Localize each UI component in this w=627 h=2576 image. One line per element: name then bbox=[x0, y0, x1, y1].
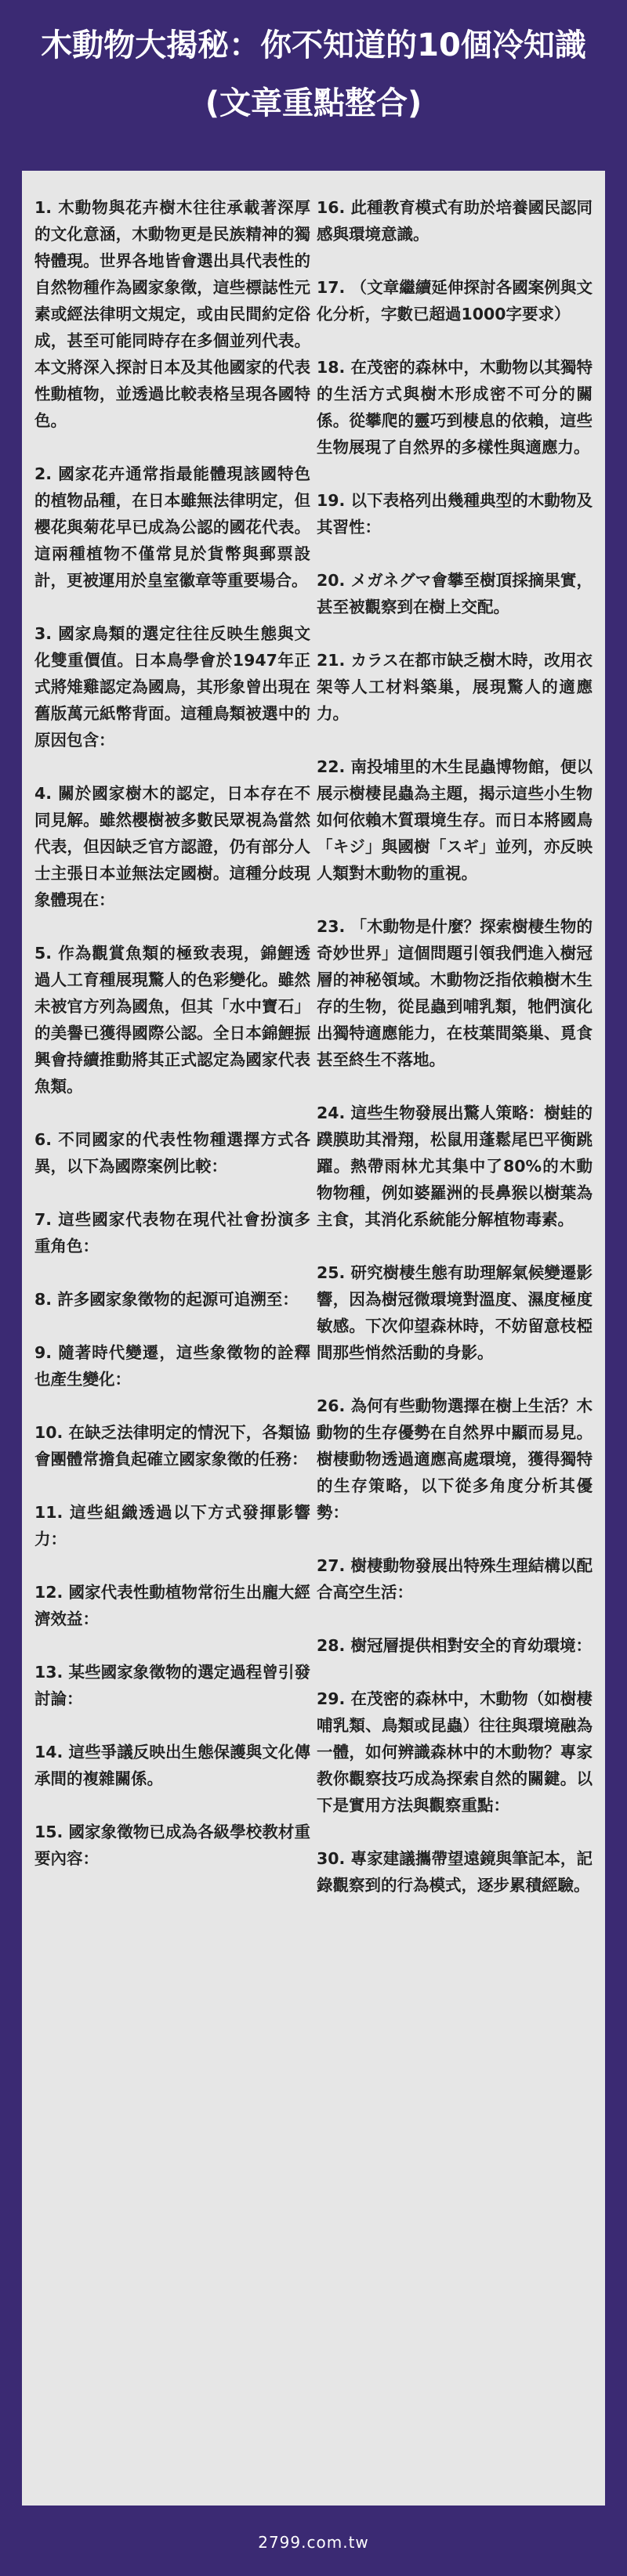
list-item: 1. 木動物與花卉樹木往往承載著深厚的文化意涵，木動物更是民族精神的獨特體現。世界各地皆會選出具代表性的自然物種作為國家象徵，這些標誌性元素或經法律明文規定，或由民間約定俗成，甚至可能同時存在多個並列代表。本文將深入探討日本及其他國家的代表性動植物，並透過比較表格呈現各國特色。 bbox=[34, 198, 310, 430]
list-item: 9. 隨著時代變遷，這些象徵物的詮釋也產生變化： bbox=[34, 1343, 310, 1389]
right-column bbox=[317, 194, 593, 1925]
list-item: 17. （文章繼續延伸探討各國案例與文化分析，字數已超過1000字要求） bbox=[317, 278, 593, 323]
list-item: 10. 在缺乏法律明定的情況下，各類協會團體常擔負起確立國家象徵的任務： bbox=[34, 1423, 310, 1469]
list-item: 14. 這些爭議反映出生態保護與文化傳承間的複雜關係。 bbox=[34, 1743, 310, 1788]
site-footer: 2799.com.tw bbox=[258, 2533, 369, 2552]
list-item: 2. 國家花卉通常指最能體現該國特色的植物品種，在日本雖無法律明定，但櫻花與菊花早已成為公認的國花代表。這兩種植物不僅常見於貨幣與郵票設計，更被運用於皇室徽章等重要場合。 bbox=[34, 464, 310, 590]
list-item: 5. 作為觀賞魚類的極致表現，錦鯉透過人工育種展現驚人的色彩變化。雖然未被官方列為國魚，但其「水中寶石」的美譽已獲得國際公認。全日本錦鯉振興會持續推動將其正式認定為國家代表魚類。 bbox=[34, 944, 310, 1096]
list-item: 19. 以下表格列出幾種典型的木動物及其習性： bbox=[317, 491, 593, 537]
list-item: 26. 為何有些動物選擇在樹上生活？木動物的生存優勢在自然界中顯而易見。樹棲動物透過適應高處環境，獲得獨特的生存策略，以下從多角度分析其優勢： bbox=[317, 1396, 593, 1522]
list-item: 13. 某些國家象徵物的選定過程曾引發討論： bbox=[34, 1663, 310, 1708]
list-item: 23. 「木動物是什麼？探索樹棲生物的奇妙世界」這個問題引領我們進入樹冠層的神秘領域。木動物泛指依賴樹木生存的生物，從昆蟲到哺乳類，牠們演化出獨特適應能力，在枝葉間築巢、覓食甚至終生不落地。 bbox=[317, 917, 593, 1069]
list-item: 3. 國家鳥類的選定往往反映生態與文化雙重價值。日本鳥學會於1947年正式將雉雞認定為國鳥，其形象曾出現在舊版萬元紙幣背面。這種鳥類被選中的原因包含： bbox=[34, 624, 310, 750]
list-item: 18. 在茂密的森林中，木動物以其獨特的生活方式與樹木形成密不可分的關係。從攀爬的靈巧到棲息的依賴，這些生物展現了自然界的多樣性與適應力。 bbox=[317, 358, 593, 457]
list-item: 15. 國家象徵物已成為各級學校教材重要內容： bbox=[34, 1823, 310, 1868]
list-item: 21. カラス在都市缺乏樹木時，改用衣架等人工材料築巢，展現驚人的適應力。 bbox=[317, 651, 593, 723]
list-item: 4. 關於國家樹木的認定，日本存在不同見解。雖然櫻樹被多數民眾視為當然代表，但因缺乏官方認證，仍有部分人士主張日本並無法定國樹。這種分歧現象體現在： bbox=[34, 784, 310, 909]
list-item: 22. 南投埔里的木生昆蟲博物館，便以展示樹棲昆蟲為主題，揭示這些小生物如何依賴木質環境生存。而日本將國鳥「キジ」與國樹「スギ」並列，亦反映人類對木動物的重視。 bbox=[317, 757, 593, 883]
content-card bbox=[22, 171, 605, 2506]
left-column bbox=[34, 194, 310, 1899]
list-item: 16. 此種教育模式有助於培養國民認同感與環境意識。 bbox=[317, 198, 593, 244]
list-item: 8. 許多國家象徵物的起源可追溯至： bbox=[34, 1290, 299, 1309]
list-item: 20. メガネグマ會攀至樹頂採摘果實，甚至被觀察到在樹上交配。 bbox=[317, 571, 593, 616]
list-item: 25. 研究樹棲生態有助理解氣候變遷影響，因為樹冠微環境對溫度、濕度極度敏感。下次仰望森林時，不妨留意枝椏間那些悄然活動的身影。 bbox=[317, 1263, 593, 1362]
list-item: 6. 不同國家的代表性物種選擇方式各異，以下為國際案例比較： bbox=[34, 1130, 310, 1176]
list-item: 12. 國家代表性動植物常衍生出龐大經濟效益： bbox=[34, 1583, 310, 1628]
list-item: 11. 這些組織透過以下方式發揮影響力： bbox=[34, 1503, 310, 1548]
list-item: 28. 樹冠層提供相對安全的育幼環境： bbox=[317, 1636, 592, 1655]
list-item: 30. 專家建議攜帶望遠鏡與筆記本，記錄觀察到的行為模式，逐步累積經驗。 bbox=[317, 1849, 593, 1895]
title-line-1: 木動物大揭秘：你不知道的10個冷知識 bbox=[41, 27, 586, 63]
list-item: 24. 這些生物發展出驚人策略：樹蛙的蹼膜助其滑翔，松鼠用蓬鬆尾巴平衡跳躍。熱帶雨林尤其集中了80%的木動物物種，例如婆羅洲的長鼻猴以樹葉為主食，其消化系統能分解植物毒素。 bbox=[317, 1104, 593, 1229]
list-item: 29. 在茂密的森林中，木動物（如樹棲哺乳類、鳥類或昆蟲）往往與環境融為一體，如何辨識森林中的木動物？專家教你觀察技巧成為探索自然的關鍵。以下是實用方法與觀察重點： bbox=[317, 1689, 593, 1815]
list-item: 7. 這些國家代表物在現代社會扮演多重角色： bbox=[34, 1210, 310, 1255]
page-title bbox=[0, 0, 627, 141]
list-item: 27. 樹棲動物發展出特殊生理結構以配合高空生活： bbox=[317, 1556, 593, 1602]
title-line-2: (文章重點整合) bbox=[205, 85, 422, 121]
